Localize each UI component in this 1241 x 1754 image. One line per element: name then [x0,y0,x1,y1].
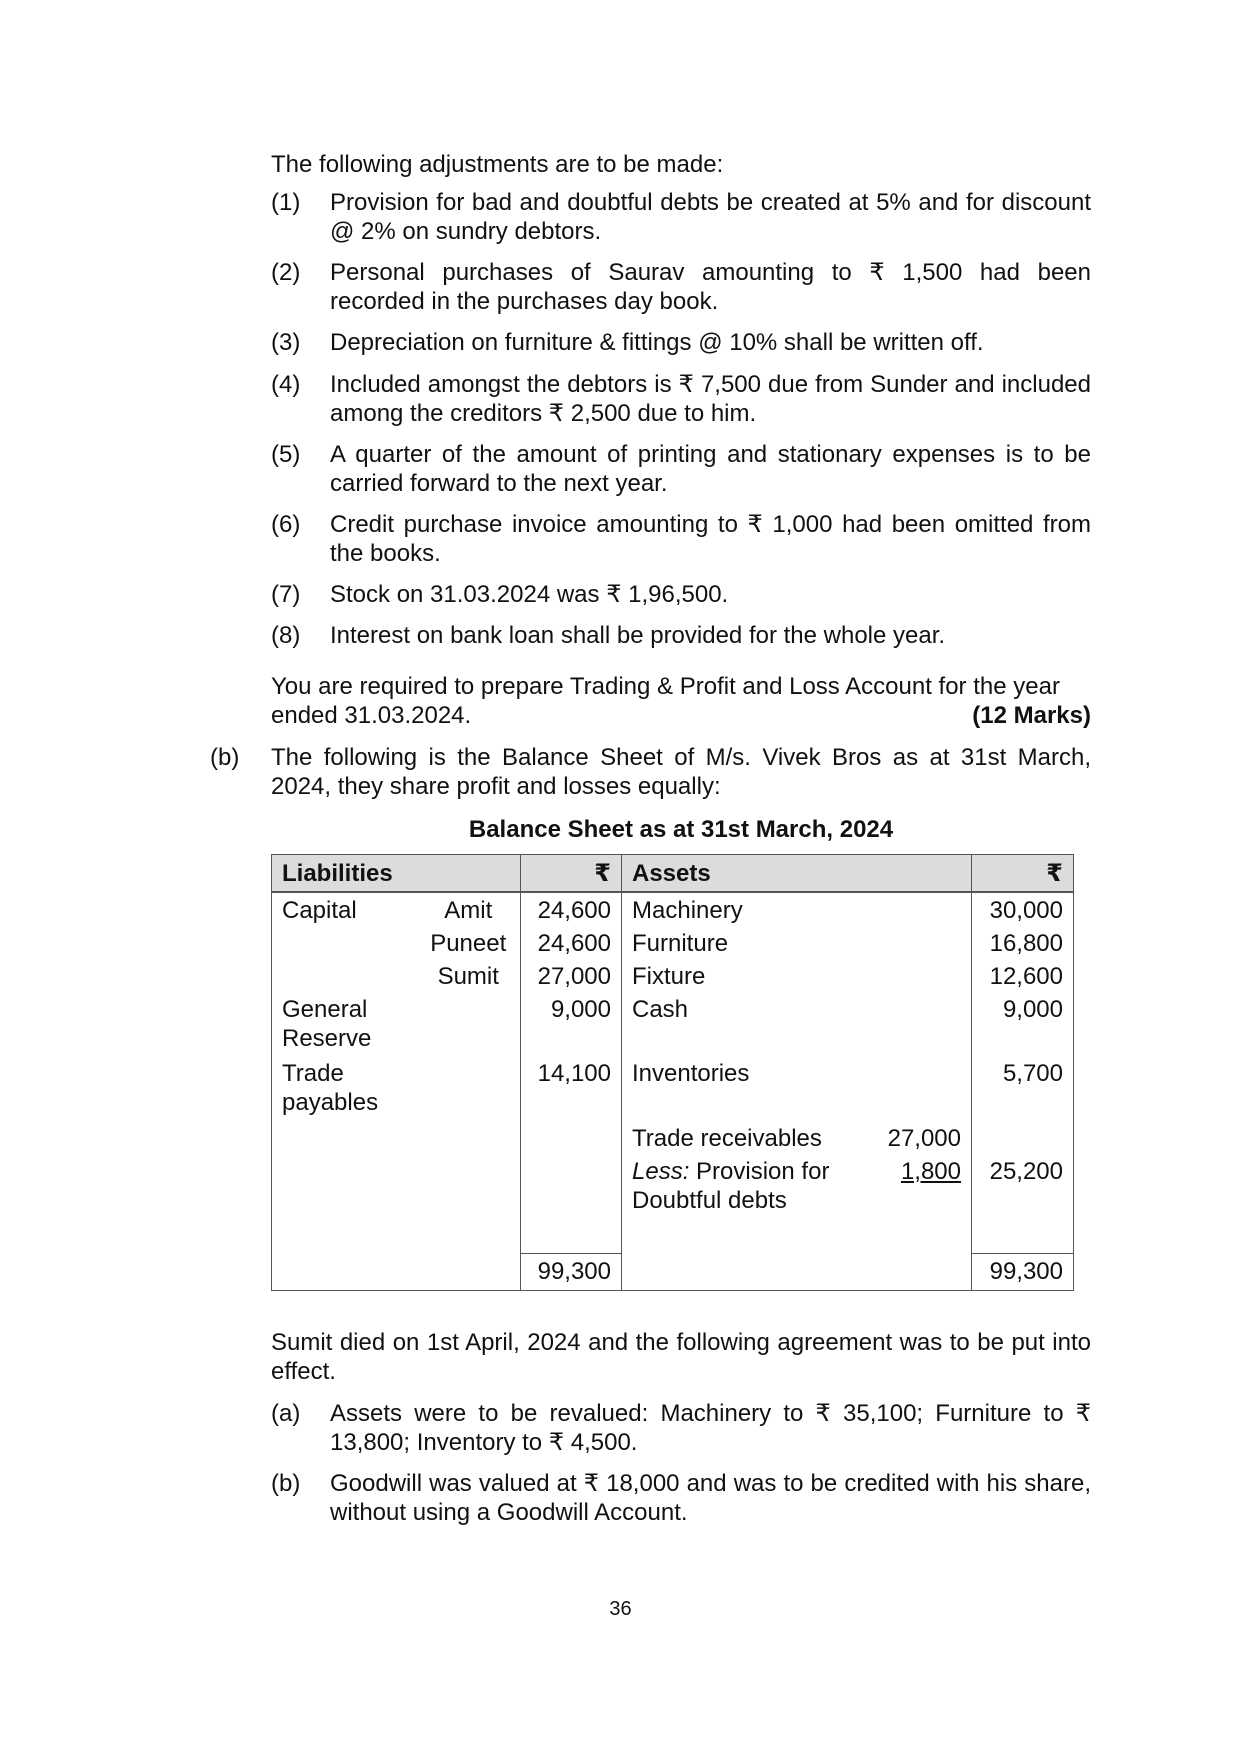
asset-amount: 9,000 [972,991,1074,1053]
item-text: Included amongst the debtors is ₹ 7,500 due from Sunder and included among the creditors ₹ 2,500 due to him. [330,371,1091,427]
item-number: (7) [271,581,301,608]
table-row [272,1053,1074,1117]
partner-capital: 24,600 [521,892,622,925]
asset-label: Machinery [622,892,850,925]
blank-cell [850,1253,972,1290]
capital-label: Capital [272,892,417,925]
blank-cell [850,892,972,925]
after-table-text: Sumit died on 1st April, 2024 and the following agreement was to be put into effect. [271,1329,1091,1385]
blank-cell [417,991,521,1053]
provision-amount: 1,800 [900,1158,961,1185]
item-text: Depreciation on furniture & fittings @ 10% shall be written off. [330,329,984,356]
general-reserve-label: General Reserve [272,991,417,1053]
asset-label: Cash [622,991,850,1053]
item-text: A quarter of the amount of printing and stationary expenses is to be carried forward to the next year. [330,441,1091,497]
blank-cell [622,1253,850,1290]
asset-label: Fixture [622,958,850,991]
asset-amount: 5,700 [972,1053,1074,1117]
blank-cell [272,1153,417,1253]
blank-cell [850,958,972,991]
table-row [272,892,1074,925]
part-b-label: (b) [210,744,240,771]
blank-cell [417,1117,521,1153]
provision-label: Provision for Doubtful debts [632,1158,830,1214]
trade-payables-amount: 14,100 [521,1053,622,1117]
blank-cell [850,991,972,1053]
blank-cell [272,925,417,958]
asset-amount: 16,800 [972,925,1074,958]
provision-amount-cell [850,1153,972,1253]
header-blank [850,855,972,893]
asset-amount: 12,600 [972,958,1074,991]
partner-name: Puneet [417,925,521,958]
trade-payables-label: Trade payables [272,1053,417,1117]
rupee-header: ₹ [521,855,622,893]
blank-cell [272,1117,417,1153]
asset-label: Furniture [622,925,850,958]
blank-cell [417,1153,521,1253]
asset-amount: 30,000 [972,892,1074,925]
blank-cell [521,1153,622,1253]
asset-label: Inventories [622,1053,850,1117]
item-number: (4) [271,371,301,398]
blank-cell [850,925,972,958]
table-row [272,991,1074,1053]
assets-header: Assets [622,855,850,893]
marks-label: (12 Marks) [972,702,1091,729]
table-row [272,1117,1074,1153]
blank-cell [272,1253,417,1290]
item-number: (1) [271,189,301,216]
trade-receivables-amount: 27,000 [850,1117,972,1153]
blank-cell [521,1117,622,1153]
general-reserve-amount: 9,000 [521,991,622,1053]
item-text: Personal purchases of Saurav amounting to ₹ 1,500 had been recorded in the purchases day book. [330,259,1091,315]
blank-cell [272,958,417,991]
balance-sheet-title: Balance Sheet as at 31st March, 2024 [468,816,894,843]
partner-name: Amit [417,892,521,925]
totals-row [272,1253,1074,1290]
item-number: (2) [271,259,301,286]
item-number: (b) [271,1470,301,1497]
balance-sheet-table [271,854,1074,1291]
total-liabilities: 99,300 [521,1253,622,1290]
blank-cell [972,1117,1074,1153]
table-row [272,925,1074,958]
item-text: Interest on bank loan shall be provided for the whole year. [330,622,946,649]
item-text: Stock on 31.03.2024 was ₹ 1,96,500. [330,581,729,608]
item-number: (8) [271,622,301,649]
item-text: Assets were to be revalued: Machinery to ₹ 35,100; Furniture to ₹ 13,800; Inventory to ₹ 4,500. [330,1400,1091,1456]
liabilities-header: Liabilities [272,855,417,893]
partner-capital: 27,000 [521,958,622,991]
blank-cell [850,1053,972,1117]
requirement-text: You are required to prepare Trading & Profit and Loss Account for the year ended 31.03.2024. [271,673,1060,729]
less-label: Less: [632,1158,690,1185]
item-number: (3) [271,329,301,356]
partner-name: Sumit [417,958,521,991]
item-text: Credit purchase invoice amounting to ₹ 1,000 had been omitted from the books. [330,511,1091,567]
partner-capital: 24,600 [521,925,622,958]
provision-label-cell [622,1153,850,1253]
table-header-row [272,855,1074,893]
net-receivables-amount: 25,200 [972,1153,1074,1253]
adjustments-intro: The following adjustments are to be made: [271,151,724,178]
item-text: Goodwill was valued at ₹ 18,000 and was to be credited with his share, without using a Goodwill Account. [330,1470,1091,1526]
part-b-text: The following is the Balance Sheet of M/s. Vivek Bros as at 31st March, 2024, they share profit and losses equally: [271,744,1091,800]
trade-receivables-label: Trade receivables [622,1117,850,1153]
rupee-header: ₹ [972,855,1074,893]
item-text: Provision for bad and doubtful debts be created at 5% and for discount @ 2% on sundry debtors. [330,189,1091,245]
header-blank [417,855,521,893]
item-number: (5) [271,441,301,468]
requirement-paragraph [271,672,1091,730]
page-number: 36 [609,1598,632,1620]
item-number: (6) [271,511,301,538]
item-number: (a) [271,1400,301,1427]
total-assets: 99,300 [972,1253,1074,1290]
table-row [272,958,1074,991]
blank-cell [417,1053,521,1117]
blank-cell [417,1253,521,1290]
table-row [272,1153,1074,1253]
